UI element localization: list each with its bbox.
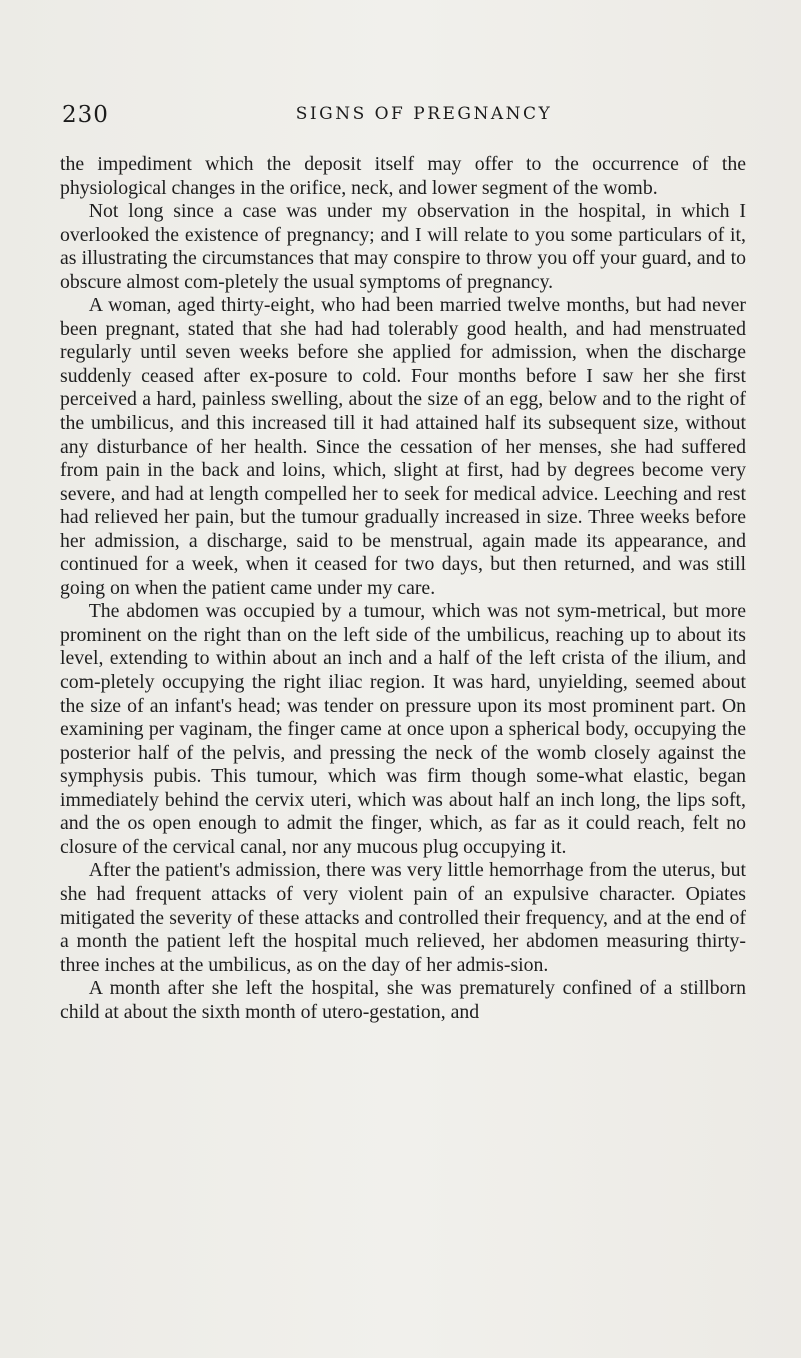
running-title: SIGNS OF PREGNANCY — [295, 104, 553, 124]
page-number: 230 — [62, 102, 109, 128]
paragraph-case-intro: Not long since a case was under my observation in the hospital, in which I overlooked the existence of pregnancy; and I will relate to you some particulars of it, as illustrating the circumstances that may conspire to throw you off your guard, and to obscure almost com-pletely the usual symptoms of pregnancy. — [60, 200, 746, 293]
paragraph-continuation: the impediment which the deposit itself may offer to the occurrence of the physiological changes in the orifice, neck, and lower segment of the womb. — [60, 153, 746, 199]
paragraph-case-history: A woman, aged thirty-eight, who had been married twelve months, but had never been pregnant, stated that she had had tolerably good health, and had menstruated regularly until seven weeks before she applied for admission, when the discharge suddenly ceased after ex-posure to cold. Four months before I saw her she first perceived a hard, painless swelling, about the size of an egg, below and to the right of the umbilicus, and this increased till it had attained half its subsequent size, without any disturbance of her health. Since the cessation of her menses, she had suffered from pain in the back and loins, which, slight at first, had by degrees become very severe, and had at length compelled her to seek for medical advice. Leeching and rest had relieved her pain, but the tumour gradually increased in size. Three weeks before her admission, a discharge, said to be menstrual, again made its appearance, and continued for a week, when it ceased for two days, but then returned, and was still going on when the patient came under my care. — [60, 294, 746, 599]
page-header — [62, 102, 746, 128]
paragraph-treatment: After the patient's admission, there was very little hemorrhage from the uterus, but she had frequent attacks of very violent pain of an expulsive character. Opiates mitigated the severity of these attacks and controlled their frequency, and at the end of a month the patient left the hospital much relieved, her abdomen measuring thirty-three inches at the umbilicus, as on the day of her admis-sion. — [60, 859, 746, 976]
body-text — [60, 153, 746, 1024]
paragraph-outcome: A month after she left the hospital, she was prematurely confined of a stillborn child at about the sixth month of utero-gestation, and — [60, 977, 746, 1023]
paragraph-examination: The abdomen was occupied by a tumour, which was not sym-metrical, but more prominent on the right than on the left side of the umbilicus, reaching up to about its level, extending to within about an inch and a half of the left crista of the ilium, and com-pletely occupying the right iliac region. It was hard, unyielding, seemed about the size of an infant's head; was tender on pressure upon its most prominent part. On examining per vaginam, the finger came at once upon a spherical body, occupying the posterior half of the pelvis, and pressing the neck of the womb closely against the symphysis pubis. This tumour, which was firm though some-what elastic, began immediately behind the cervix uteri, which was about half an inch long, the lips soft, and the os open enough to admit the finger, which, as far as it could reach, felt no closure of the cervical canal, nor any mucous plug occupying it. — [60, 600, 746, 858]
